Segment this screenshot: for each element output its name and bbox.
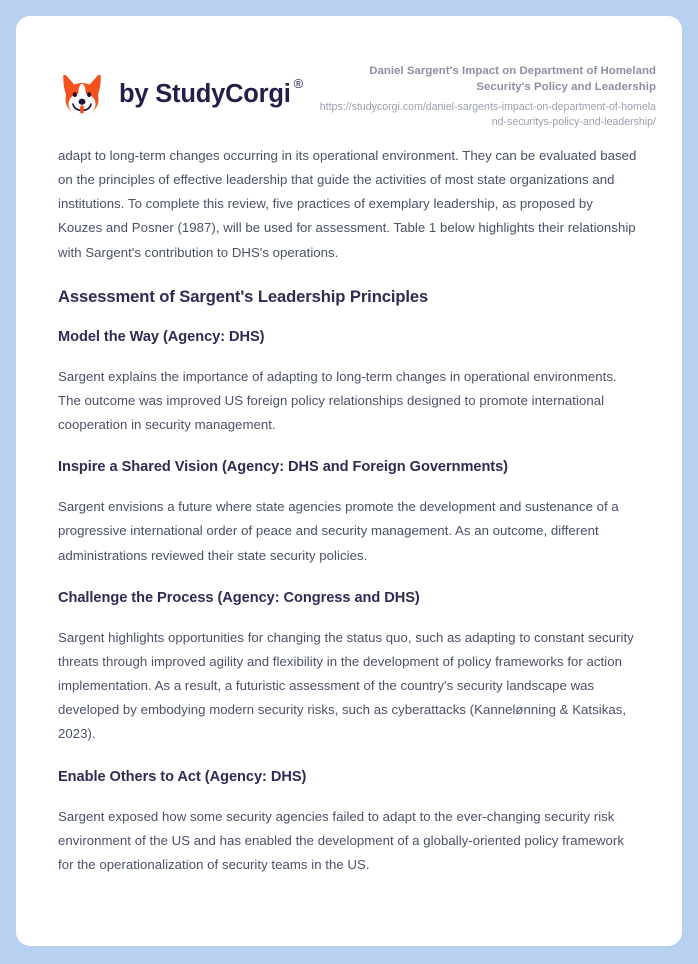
subsection-body-enable-others-to-act: Sargent exposed how some security agencies failed to adapt to the ever-changing security risk environment of the US and has enabled the development of a globally-oriented policy framework for the operationalization of security teams in the US. (58, 808, 624, 872)
subsection-heading-enable-others-to-act: Enable Others to Act (Agency: DHS) (58, 768, 307, 785)
document-header (16, 16, 682, 144)
intro-paragraph: adapt to long-term changes occurring in its operational environment. They can be evaluated based on the principles of effective leadership that guide the activities of most state organizations and institutions. To complete this review, five practices of exemplary leadership, as proposed by Kouzes and Posner (1987), will be used for assessment. Table 1 below highlights their relationship with Sargent's contribution to DHS's operations. (58, 148, 637, 260)
registered-trademark-icon: ® (293, 76, 304, 92)
subsection-heading-inspire-a-shared-vision: Inspire a Shared Vision (Agency: DHS and Foreign Governments) (58, 459, 508, 476)
subsection-heading-model-the-way: Model the Way (Agency: DHS) (58, 328, 265, 345)
subsection-body-inspire-a-shared-vision: Sargent envisions a future where state agencies promote the development and sustenance of a progressive international order of peace and security management. As an outcome, different administrations reviewed their state security policies. (58, 499, 619, 563)
corgi-logo-icon (58, 71, 106, 119)
brand-name (119, 76, 304, 109)
header-meta (316, 63, 656, 130)
brand-name-label: by StudyCorgi (119, 80, 291, 109)
document-title: Daniel Sargent's Impact on Department of Homeland Security's Policy and Leadership (369, 65, 656, 94)
subsection-body-model-the-way: Sargent explains the importance of adapting to long-term changes in operational environments. The outcome was improved US foreign policy relationships designed to promote international cooperation in security management. (58, 368, 617, 433)
document-body (16, 144, 682, 877)
section-heading: Assessment of Sargent's Leadership Principles (58, 286, 429, 306)
subsection-heading-challenge-the-process: Challenge the Process (Agency: Congress and DHS) (58, 589, 420, 606)
subsection-body-challenge-the-process: Sargent highlights opportunities for changing the status quo, such as adapting to constant security threats through improved agility and flexibility in the development of policy frameworks for action implementation. As a result, a futuristic assessment of the country's security landscape was developed by embodying modern security risks, such as cyberattacks (Kannelønning & Katsikas, 2023). (58, 629, 634, 742)
document-page-card (16, 16, 682, 946)
brand-lockup (58, 71, 303, 119)
document-source-url[interactable]: https://studycorgi.com/daniel-sargents-impact-on-department-of-homeland-securitys-policy-and-leadership/ (319, 101, 656, 128)
